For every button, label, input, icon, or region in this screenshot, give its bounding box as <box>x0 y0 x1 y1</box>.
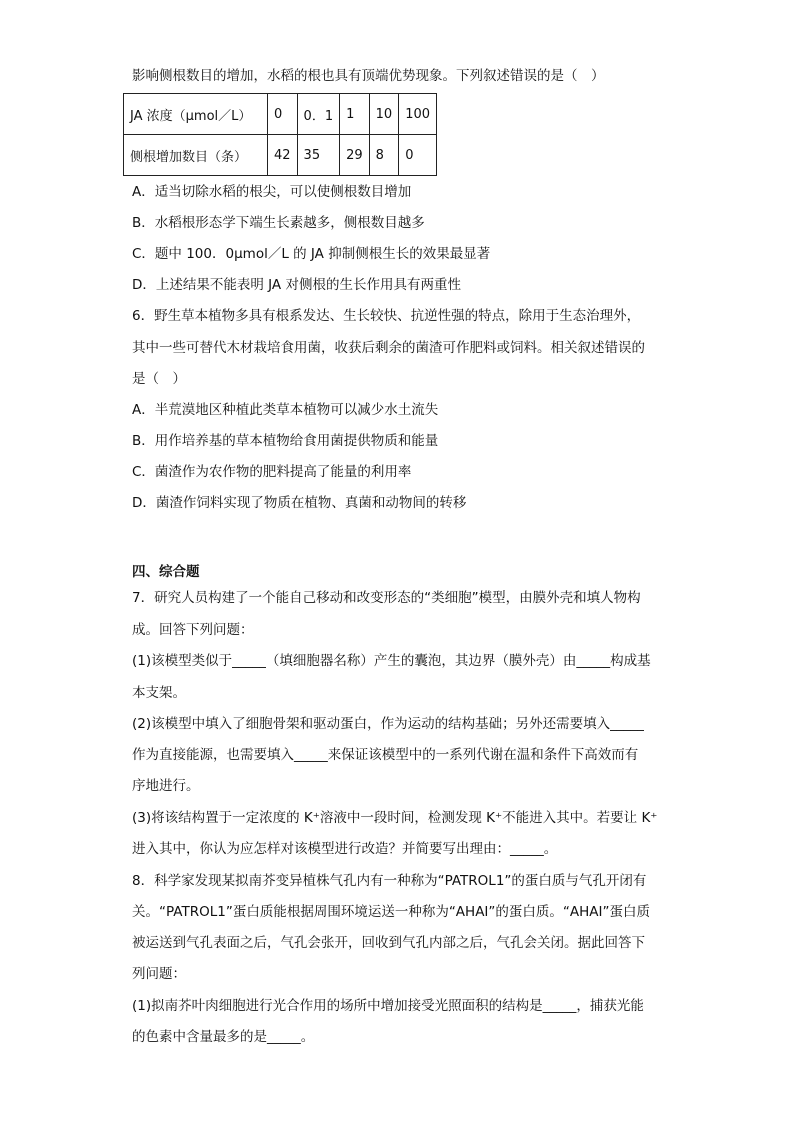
ja-table <box>123 93 437 176</box>
q8-line: 关。“PATROL1”蛋白质能根据周围环境运送一种称为“AHAI”的蛋白质。“AHAI”蛋白质 <box>132 904 650 920</box>
table-row <box>124 135 437 176</box>
q6-stem-line: 是（ ） <box>132 371 186 387</box>
table-cell: JA 浓度（μmol／L） <box>124 94 268 135</box>
q6-option-d: D．菌渣作饲料实现了物质在植物、真菌和动物间的转移 <box>132 495 467 511</box>
q7-line: 7．研究人员构建了一个能自己移动和改变形态的“类细胞”模型，由膜外壳和填人物构 <box>132 590 641 606</box>
table-cell: 29 <box>340 135 370 176</box>
q8-line: 的色素中含量最多的是_____。 <box>132 1029 315 1045</box>
table-cell: 42 <box>268 135 298 176</box>
table-row <box>124 94 437 135</box>
q7-line: (3)将该结构置于一定浓度的 K⁺溶液中一段时间，检测发现 K⁺不能进入其中。若要让 K⁺ <box>132 810 658 826</box>
table-cell: 8 <box>369 135 399 176</box>
q7-line: 作为直接能源，也需要填入_____来保证该模型中的一系列代谢在温和条件下高效而有 <box>132 747 639 763</box>
q5-option-d: D．上述结果不能表明 JA 对侧根的生长作用具有两重性 <box>132 277 461 293</box>
section-heading: 四、综合题 <box>132 564 200 580</box>
q6-option-b: B．用作培养基的草本植物给食用菌提供物质和能量 <box>132 433 439 449</box>
q7-line: (2)该模型中填入了细胞骨架和驱动蛋白，作为运动的结构基础；另外还需要填入_____ <box>132 716 644 732</box>
q7-line: 序地进行。 <box>132 778 200 794</box>
table-cell: 1 <box>340 94 370 135</box>
q5-stem: 影响侧根数目的增加，水稻的根也具有顶端优势现象。下列叙述错误的是（ ） <box>132 68 605 84</box>
q6-option-c: C．菌渣作为农作物的肥料提高了能量的利用率 <box>132 464 412 480</box>
q6-stem-line: 其中一些可替代木材栽培食用菌，收获后剩余的菌渣可作肥料或饲料。相关叙述错误的 <box>132 340 645 356</box>
q5-option-a: A．适当切除水稻的根尖，可以使侧根数目增加 <box>132 184 412 200</box>
q8-line: 被运送到气孔表面之后，气孔会张开，回收到气孔内部之后，气孔会关闭。据此回答下 <box>132 935 645 951</box>
q8-line: 8．科学家发现某拟南芥变异植株气孔内有一种称为“PATROL1”的蛋白质与气孔开闭有 <box>132 873 647 889</box>
q5-option-c: C．题中 100．0μmol／L 的 JA 抑制侧根生长的效果最显著 <box>132 246 491 262</box>
table-cell: 侧根增加数目（条） <box>124 135 268 176</box>
q7-line: 成。回答下列问题： <box>132 622 254 638</box>
table-cell: 35 <box>297 135 340 176</box>
q6-stem-line: 6．野生草本植物多具有根系发达、生长较快、抗逆性强的特点，除用于生态治理外， <box>132 308 641 324</box>
q5-option-b: B．水稻根形态学下端生长素越多，侧根数目越多 <box>132 215 425 231</box>
table-cell: 100 <box>399 94 437 135</box>
q7-line: 进入其中，你认为应怎样对该模型进行改造？并简要写出理由：_____。 <box>132 841 558 857</box>
q7-line: 本支架。 <box>132 685 186 701</box>
q8-line: (1)拟南芥叶肉细胞进行光合作用的场所中增加接受光照面积的结构是_____，捕获光能 <box>132 998 644 1014</box>
table-cell: 0．1 <box>297 94 340 135</box>
q7-line: (1)该模型类似于_____（填细胞器名称）产生的囊泡，其边界（膜外壳）由_____构成基 <box>132 653 651 669</box>
q6-option-a: A．半荒漠地区种植此类草本植物可以减少水土流失 <box>132 402 439 418</box>
q8-line: 列问题： <box>132 966 186 982</box>
table-cell: 10 <box>369 94 399 135</box>
table-cell: 0 <box>268 94 298 135</box>
table-cell: 0 <box>399 135 437 176</box>
